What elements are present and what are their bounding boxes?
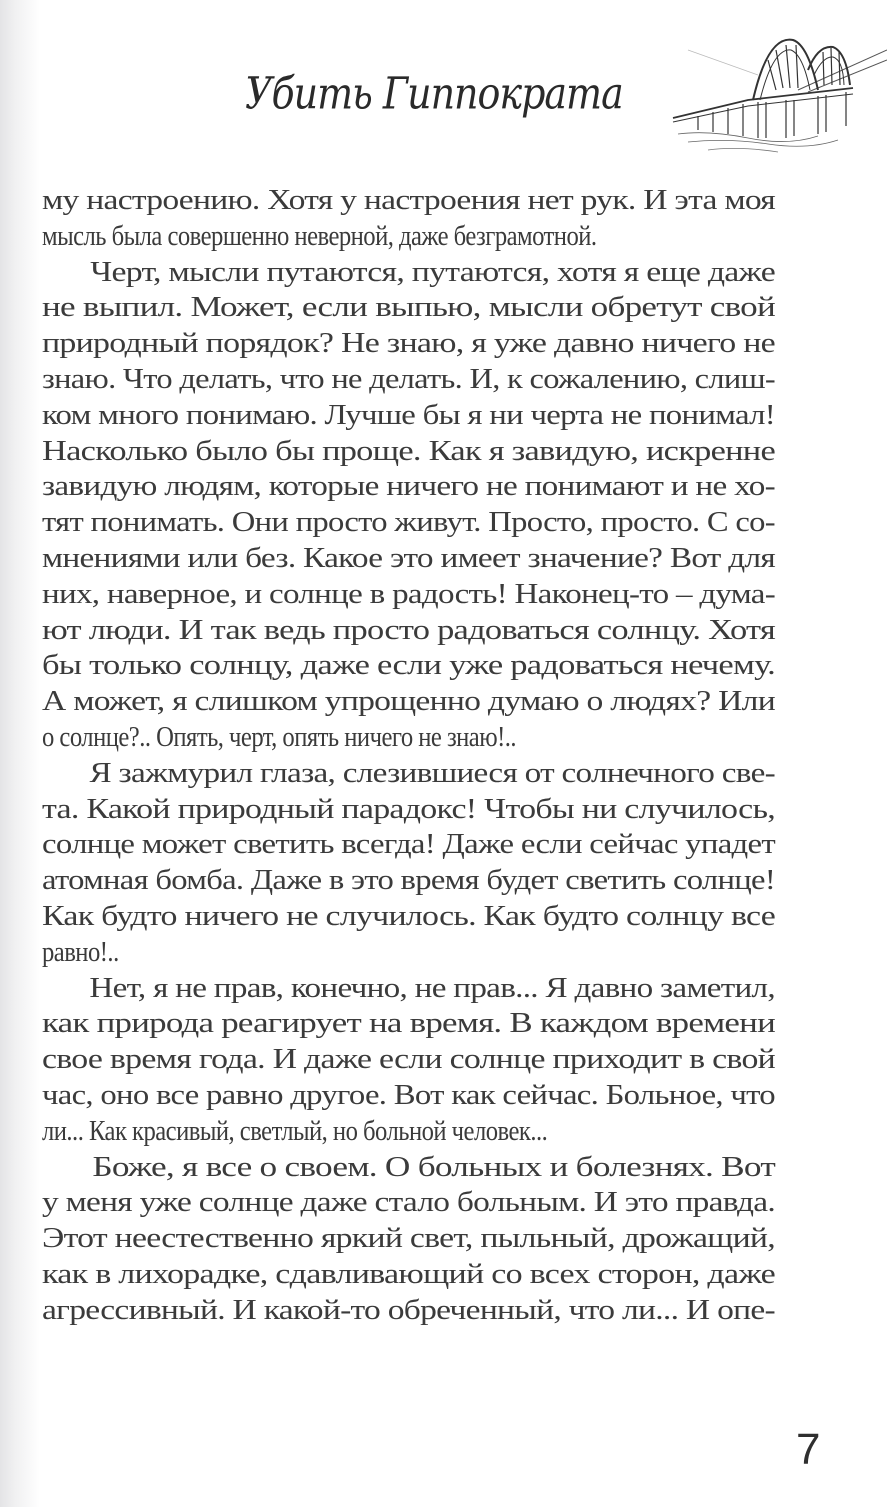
- text-line: мнениями или без. Какое это имеет значение? Вот для: [42, 542, 776, 574]
- text-line: Насколько было бы проще. Как я завидую, искренне: [42, 435, 775, 467]
- text-line: Нет, я не прав, конечно, не прав... Я давно заметил,: [89, 972, 775, 1004]
- text-line: бы только солнцу, даже если уже радоваться нечему.: [42, 650, 776, 682]
- text-line: А может, я слишком упрощенно думаю о людях? Или: [42, 686, 775, 718]
- text-line: та. Какой природный парадокс! Чтобы ни случилось,: [42, 793, 775, 825]
- text-line: солнце может светить всегда! Даже если сейчас упадет: [42, 829, 775, 861]
- text-line: природный порядок? Не знаю, я уже давно ничего не: [42, 328, 776, 360]
- text-line: ком много понимаю. Лучше бы я ни черта не понимал!: [42, 399, 776, 431]
- text-line: Боже, я все о своем. О больных и болезнях. Вот: [92, 1151, 776, 1183]
- text-line: у меня уже солнце даже стало больным. И это правда.: [42, 1187, 775, 1219]
- text-line: атомная бомба. Даже в это время будет светить солнце!: [42, 865, 775, 897]
- text-line: Как будто ничего не случилось. Как будто солнцу все: [42, 900, 776, 932]
- text-line: му настроению. Хотя у настроения нет рук. И эта моя: [42, 185, 776, 216]
- text-line: завидую людям, которые ничего не понимают и не хо-: [42, 471, 775, 503]
- text-line: как в лихорадке, сдавливающий со всех сторон, даже: [42, 1258, 776, 1290]
- text-line: равно!..: [42, 936, 119, 968]
- text-line: них, наверное, и солнце в радость! Наконец-то – дума-: [42, 578, 776, 610]
- body-text: [42, 183, 775, 1329]
- text-line: час, оно все равно другое. Вот как сейчас. Больное, что: [42, 1079, 775, 1111]
- text-line: о солнце?.. Опять, черт, опять ничего не знаю!..: [42, 721, 517, 753]
- text-line: как природа реагирует на время. В каждом времени: [42, 1008, 775, 1040]
- text-line: тят понимать. Они просто живут. Просто, просто. С со-: [42, 507, 775, 539]
- running-head-title: Убить Гиппократа: [245, 68, 623, 119]
- text-line: Этот неестественно яркий свет, пыльный, дрожащий,: [42, 1223, 775, 1255]
- text-line: не выпил. Может, если выпью, мысли обретут свой: [42, 292, 776, 324]
- text-line: мысль была совершенно неверной, даже безграмотной.: [42, 220, 597, 252]
- text-line: ют люди. И так ведь просто радоваться солнцу. Хотя: [42, 614, 776, 646]
- text-line: ли... Как красивый, светлый, но больной человек...: [42, 1115, 548, 1147]
- text-line: агрессивный. И какой-то обреченный, что ли... И опе-: [42, 1294, 775, 1326]
- text-line: Я зажмурил глаза, слезившиеся от солнечного све-: [89, 757, 775, 789]
- running-head: [0, 0, 887, 180]
- text-line: Черт, мысли путаются, путаются, хотя я еще даже: [90, 256, 775, 288]
- text-line: знаю. Что делать, что не делать. И, к сожалению, слиш-: [42, 363, 775, 395]
- page-number: 7: [796, 1425, 821, 1474]
- bridge-illustration-icon: [668, 30, 887, 160]
- text-line: свое время года. И даже если солнце приходит в свой: [42, 1044, 776, 1076]
- gutter-shadow: [0, 0, 40, 1507]
